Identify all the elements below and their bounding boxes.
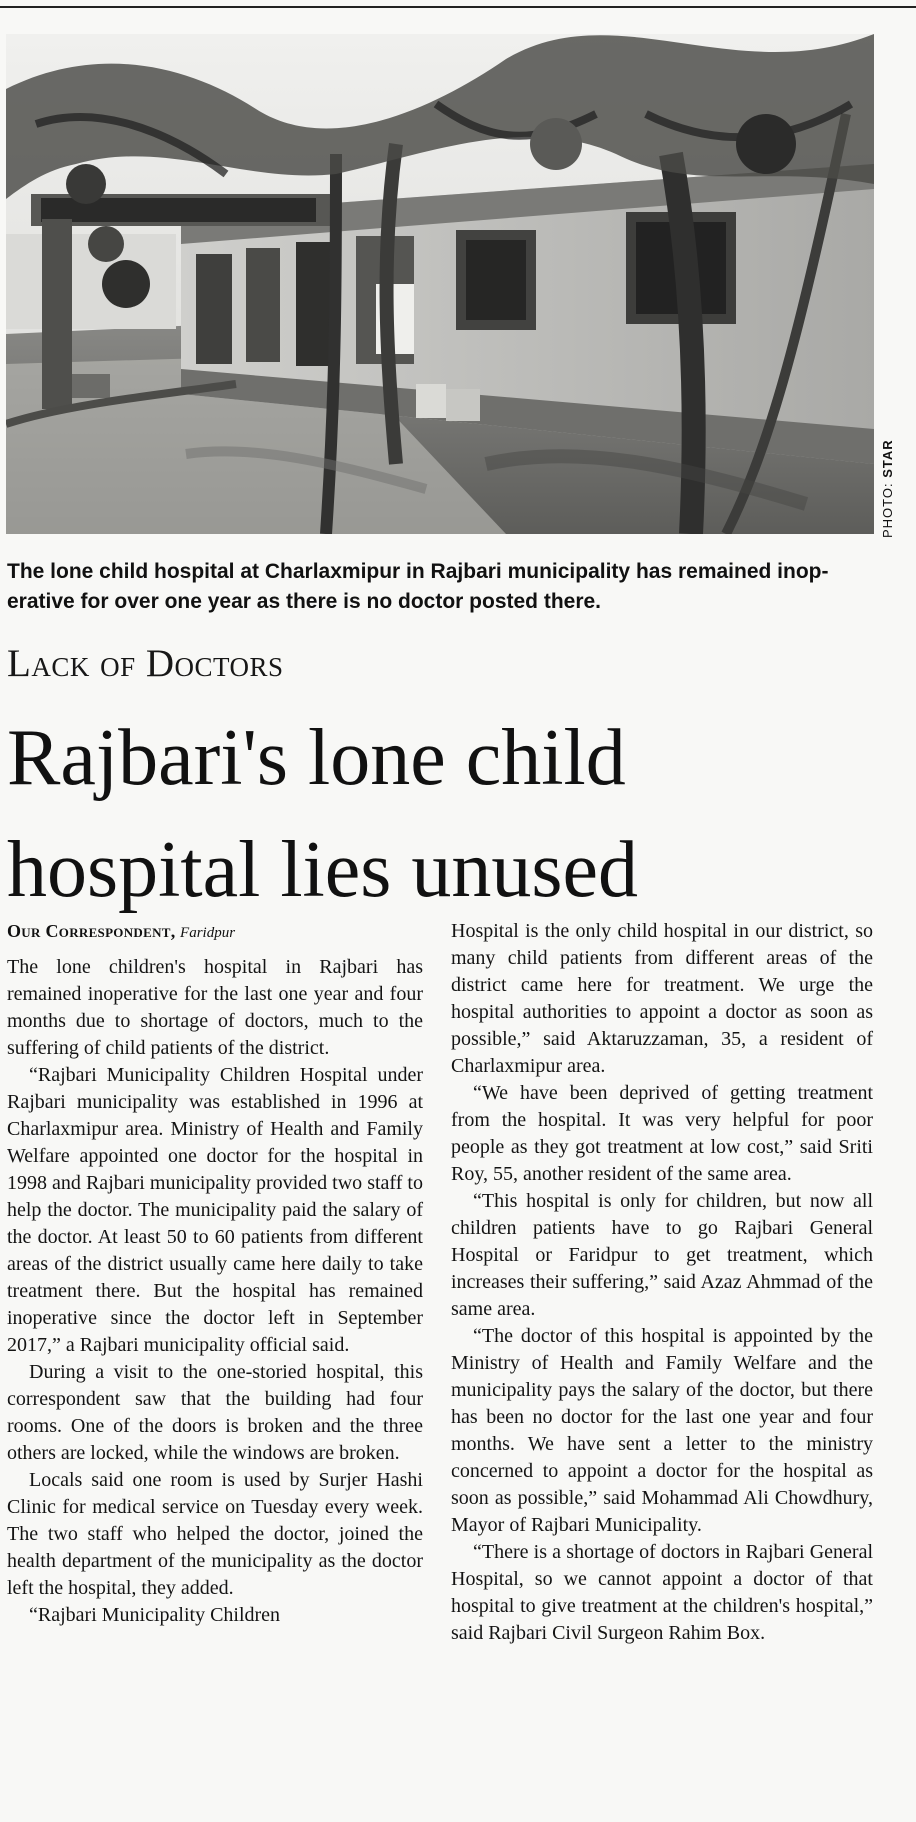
left-paragraph: “Rajbari Municipality Children <box>29 1604 281 1626</box>
right-paragraph: “The doctor of this hospital is appointed by the Ministry of Health and Family Welfare and the municipality pays the salary of the doctor, but there has been no doctor for the last one year and four months. We have sent a letter to the ministry concerned to appoint a doctor for the hospital as soon as possible,” said Mohammad Ali Chowdhury, Mayor of Rajbari Municipality. <box>451 1325 873 1536</box>
hospital-photo-graphic <box>6 34 874 534</box>
left-paragraph: “Rajbari Municipality Children Hospital under Rajbari municipality was established in 1996 at Charlaxmipur area. Ministry of Health and Family Welfare appointed one doctor for the hospital in 1998 and Rajbari municipality provided two staff to help the doctor. The municipality paid the salary of the doctor. At least 50 to 60 patients from different areas of the district usually came here daily to take treatment there. But the hospital has remained inoperative since the doctor left in September 2017,” a Rajbari municipality official said. <box>7 1064 423 1356</box>
right-paragraph: “We have been deprived of getting treatment from the hospital. It was very helpful for poor people as they got treatment at low cost,” said Sriti Roy, 55, another resident of the same area. <box>451 1082 873 1185</box>
photo-credit-prefix: PHOTO: <box>880 482 895 538</box>
photo-credit-name: STAR <box>880 439 895 478</box>
left-paragraph: Locals said one room is used by Surjer Hashi Clinic for medical service on Tuesday every week. The two staff who helped the doctor, joined the health department of the municipality as the doctor left the hospital, they added. <box>7 1469 423 1599</box>
article-byline <box>7 918 437 946</box>
byline-place: Faridpur <box>180 925 236 941</box>
left-paragraph: During a visit to the one-storied hospital, this correspondent saw that the building had four rooms. One of the doors is broken and the three others are locked, while the windows are broken. <box>7 1361 423 1464</box>
byline-name: Our Correspondent, <box>7 921 176 941</box>
section-kicker: Lack of Doctors <box>7 642 284 685</box>
right-paragraph: “There is a shortage of doctors in Rajbari General Hospital, so we cannot appoint a doctor of that hospital to give treatment at the children's hospital,” said Rajbari Civil Surgeon Rahim Box. <box>451 1541 873 1644</box>
article-column-right <box>451 918 873 1647</box>
top-rule <box>0 6 916 8</box>
photo-caption: The lone child hospital at Charlaxmipur in Rajbari municipality has remained inop- erative for over one year as there is no doctor posted there. <box>7 560 829 613</box>
right-paragraph: “This hospital is only for children, but now all children patients have to go Rajbari General Hospital or Faridpur to get treatment, which increases their suffering,” said Azaz Ahmmad of the same area. <box>451 1190 873 1320</box>
article-column-left <box>7 954 423 1629</box>
right-paragraph: Hospital is the only child hospital in our district, so many child patients from different areas of the district came here for treatment. We urge the hospital authorities to appoint a doctor as soon as possible,” said Aktaruzzaman, 35, a resident of Charlaxmipur area. <box>451 920 873 1077</box>
article-headline: Rajbari's lone child hospital lies unused <box>7 714 639 914</box>
left-paragraph: The lone children's hospital in Rajbari has remained inoperative for the last one year and four months due to shortage of doctors, much to the suffering of child patients of the district. <box>7 956 423 1059</box>
hospital-photo <box>6 34 874 534</box>
